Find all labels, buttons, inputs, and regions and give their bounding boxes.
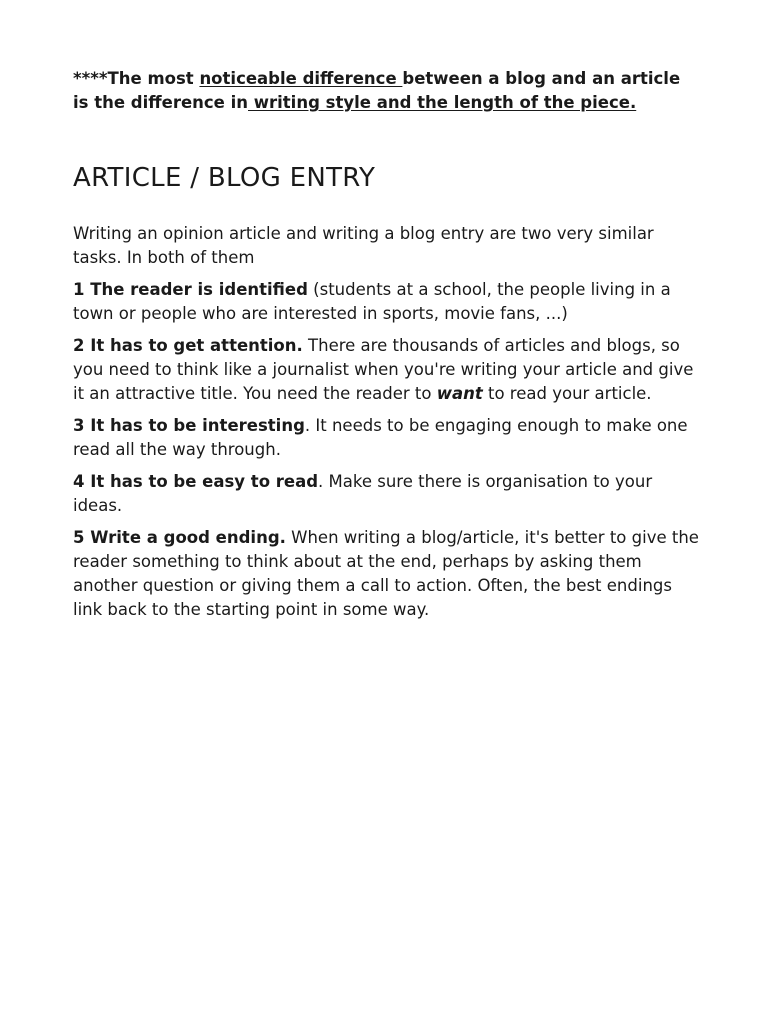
item-text-after: to read your article. [482,384,652,403]
item-title: 1 The reader is identified [73,280,308,299]
item-text: (students at a school, the people living in a town or people who are interested in sports, movie fans, ...) [73,280,671,323]
list-item-reader-identified [73,278,699,326]
note-underline-writing-style: writing style and the length of the piece. [248,93,637,112]
intro-paragraph: Writing an opinion article and writing a blog entry are two very similar tasks. In both of them [73,224,654,267]
list-item-get-attention [73,334,699,406]
list-item-easy-to-read [73,470,699,518]
item-text: There are thousands of articles and blogs, so you need to think like a journalist when you're writing your article and give it an attractive title. You need the reader to [73,336,694,403]
document-page [73,67,699,622]
item-title: 3 It has to be interesting [73,416,305,435]
note-middle: between a blog and an article is the difference in [73,69,681,112]
item-text: . Make sure there is organisation to your ideas. [73,472,653,515]
item-title: 4 It has to be easy to read [73,472,319,491]
note-prefix: ****The most [73,69,200,88]
item-text: . It needs to be engaging enough to make one read all the way through. [73,416,688,459]
list-item-interesting [73,414,699,462]
intro-note [73,67,699,115]
item-emphasis-want: want [436,384,483,403]
note-underline-noticeable-difference: noticeable difference [199,69,403,88]
page-heading: ARTICLE / BLOG ENTRY [73,163,376,193]
item-title: 5 Write a good ending. [73,528,286,547]
list-item-good-ending [73,526,699,622]
item-title: 2 It has to get attention. [73,336,303,355]
item-text: When writing a blog/article, it's better to give the reader something to think about at the end, perhaps by asking them another question or giving them a call to action. Often, the best endings link back to the starting point in some way. [73,528,699,619]
